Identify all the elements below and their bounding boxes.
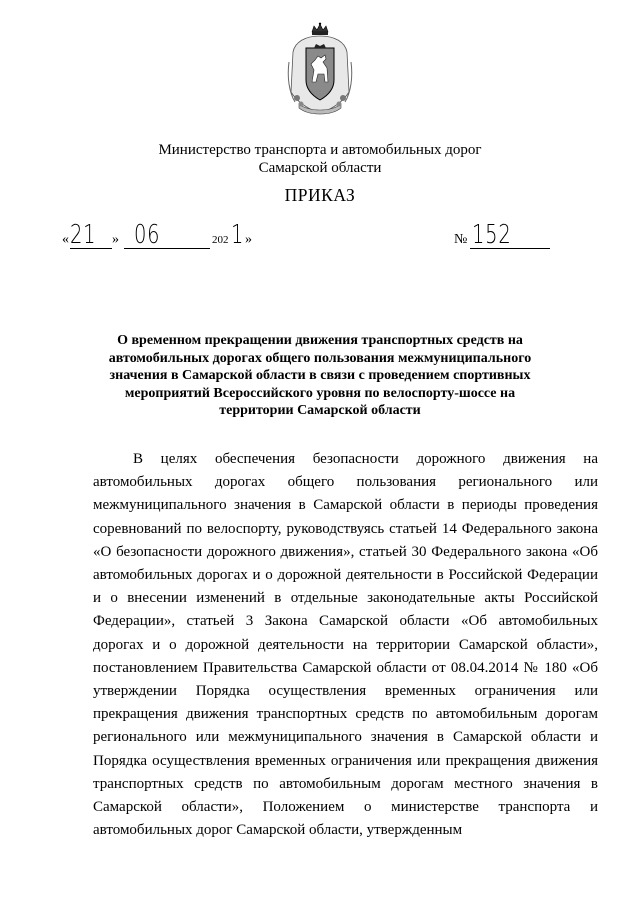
- date-open-quote: «: [62, 232, 69, 247]
- ministry-header: [0, 141, 640, 177]
- ministry-name-line1: Министерство транспорта и автомобильных дорог: [158, 142, 482, 158]
- subject-line: территории Самарской области: [219, 403, 421, 418]
- subject-line: мероприятий Всероссийского уровня по велоспорту-шоссе на: [124, 385, 516, 401]
- month-underline: [124, 248, 210, 249]
- ministry-name-line2: Самарской области: [258, 160, 382, 176]
- order-year-prefix: 202: [212, 234, 229, 246]
- coat-of-arms-icon: [285, 22, 355, 122]
- order-year-suffix: 1: [231, 220, 245, 250]
- number-underline: [470, 248, 550, 249]
- date-close-quote-year: »: [245, 232, 252, 247]
- order-number-label: №: [454, 232, 468, 247]
- day-underline: [70, 248, 112, 249]
- subject-line: О временном прекращении движения транспортных средств на: [117, 333, 523, 348]
- order-day: 21: [70, 220, 97, 250]
- order-title: ПРИКАЗ: [284, 185, 356, 205]
- date-close-quote-day: »: [112, 232, 119, 247]
- order-number: 152: [472, 220, 512, 250]
- order-month: 06: [134, 220, 161, 250]
- subject-line: автомобильных дорогах общего пользования межмуниципального: [108, 350, 532, 366]
- order-subject: [95, 332, 545, 420]
- order-date-number-row: [62, 220, 582, 252]
- order-body-paragraph: В целях обеспечения безопасности дорожного движения на автомобильных дорогах общего пользования регионального или межмуниципального значения в Самарской области в периоды проведения соревнований по велоспорту, руководствуясь статьей 14 Федерального закона «О безопасности дорожного движения», статьей 30 Федерального закона «Об автомобильных дорогах и о дорожной деятельности в Российской Федерации и о внесении изменений в отдельные законодательные акты Российской Федерации», статьей 3 Закона Самарской области «Об автомобильных дорогах и о дорожной деятельности на территории Самарской области», постановлением Правительства Самарской области от 08.04.2014 № 180 «Об утверждении Порядка осуществления временных ограничения или прекращения движения транспортных средств по автомобильным дорогам регионального или межмуниципального значения в Самарской области и Порядка осуществления временных ограничения или прекращения движения транспортных средств по автомобильным дорогам местного значения в Самарской области», Положением о министерстве транспорта и автомобильных дорог Самарской области, утвержденным: [93, 451, 598, 839]
- subject-line: значения в Самарской области в связи с проведением спортивных: [109, 368, 531, 383]
